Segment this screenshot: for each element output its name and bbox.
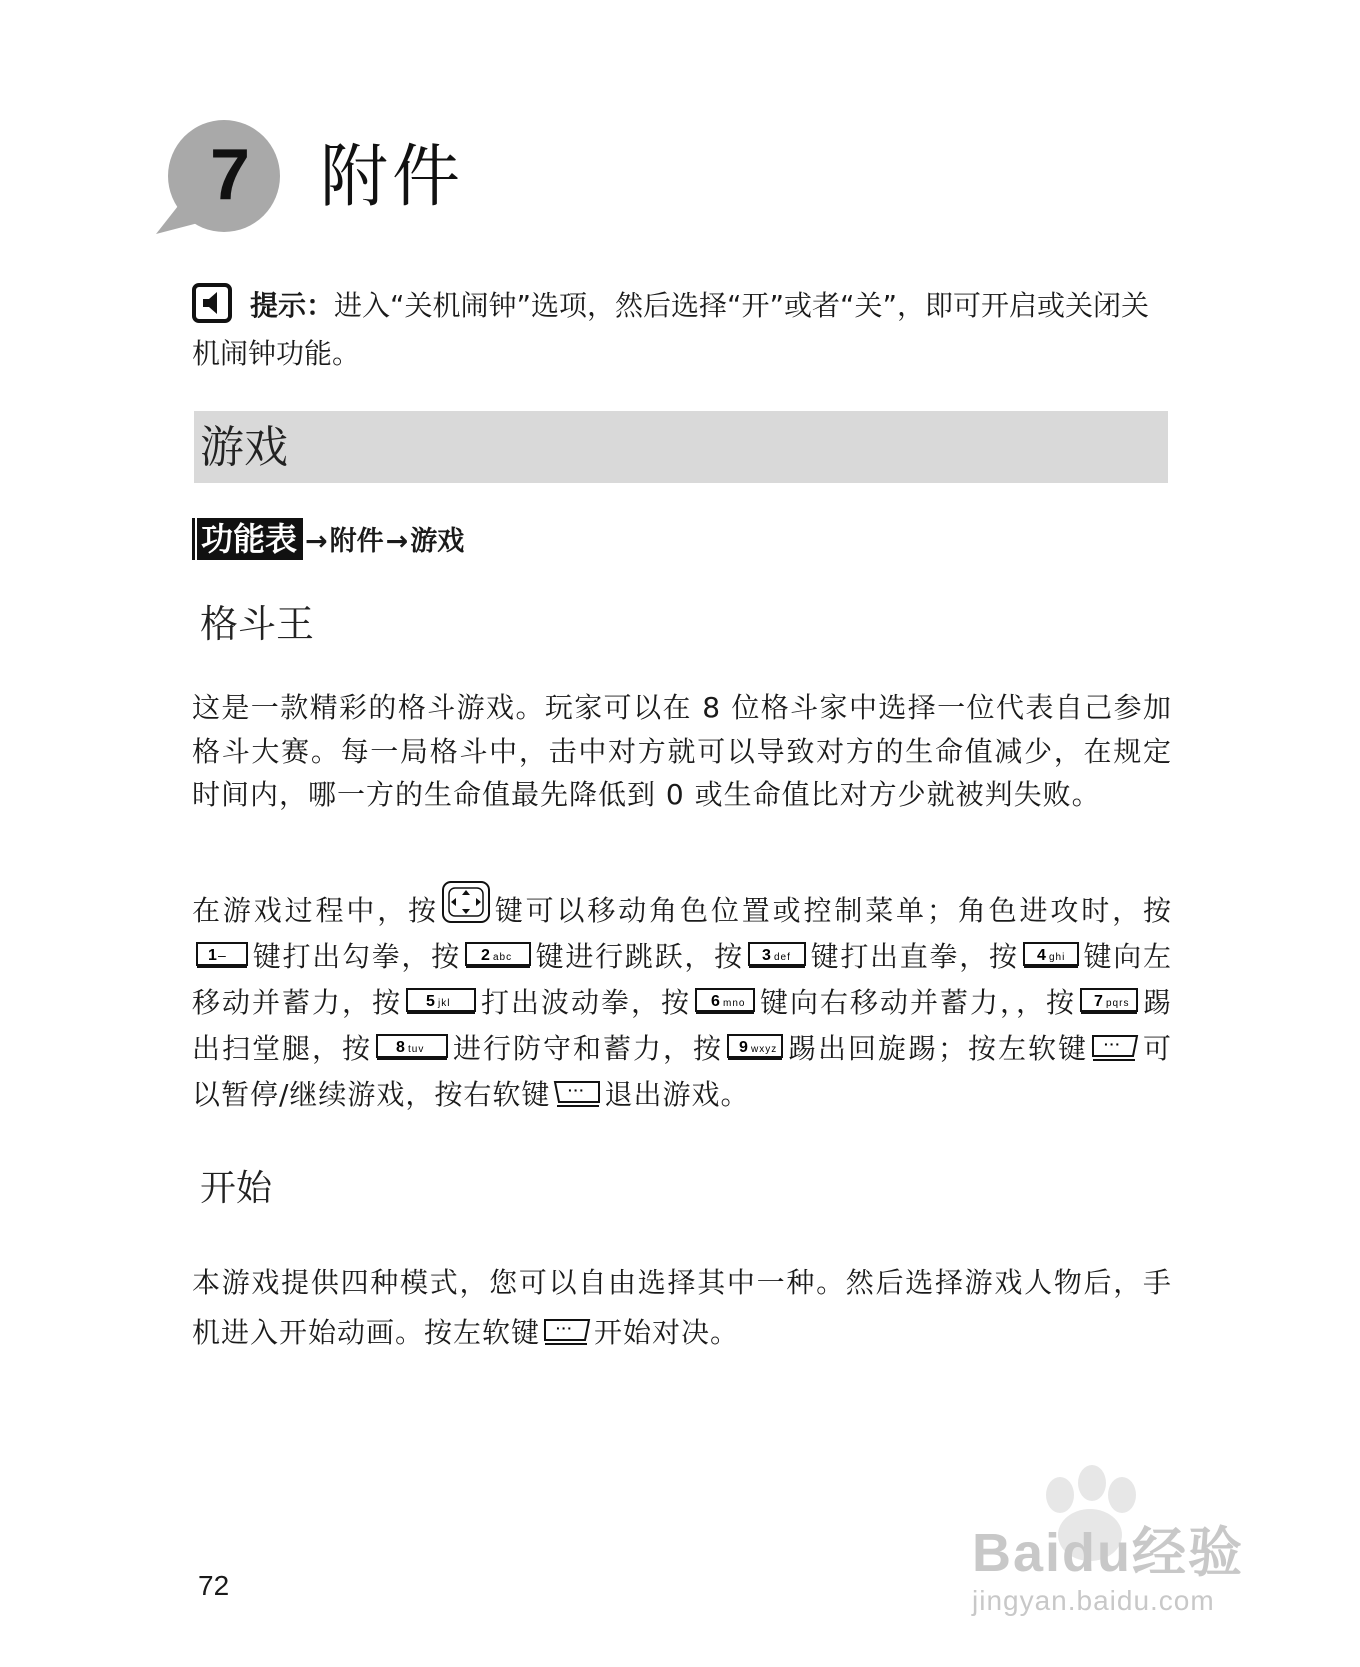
controls-text: 键可以移动角色位置或控制菜单；角色进攻时，按 [492, 894, 1172, 927]
key-3-icon [746, 940, 808, 970]
key-glyph: wxyz [750, 1044, 778, 1055]
start-text [192, 1258, 1172, 1358]
start-text-part: 本游戏提供四种模式，您可以自由选择其中一种。然后选择游戏人物后，手机进入开始动画。按左软键 [192, 1266, 1172, 1349]
key-5-icon [404, 986, 478, 1016]
tip-label: 提示： [250, 289, 335, 322]
path-item-accessories: 附件 [329, 526, 384, 557]
key-glyph: ··· [1103, 1036, 1121, 1052]
tip [192, 282, 1172, 378]
game-title: 格斗王 [200, 602, 315, 646]
controls-text: 打出波动拳，按 [480, 986, 691, 1019]
speaker-icon [192, 283, 232, 323]
watermark-brand: Baidu经验 [972, 1523, 1245, 1583]
key-2-icon [463, 940, 533, 970]
watermark-url: jingyan.baidu.com [972, 1585, 1215, 1616]
key-glyph: ··· [556, 1320, 574, 1336]
key-glyph: ··· [568, 1082, 586, 1098]
key-label: 4 [1036, 947, 1047, 964]
key-glyph: tuv [408, 1044, 425, 1055]
tip-text: 进入“关机闹钟”选项，然后选择“开”或者“关”，即可开启或关闭关机闹钟功能。 [192, 289, 1150, 370]
key-glyph: pqrs [1105, 998, 1130, 1009]
chapter-title: 附件 [320, 138, 465, 217]
key-7-icon [1078, 986, 1140, 1016]
path-arrow: → [305, 526, 328, 557]
section-title: 游戏 [200, 422, 288, 473]
key-label: 1 [208, 947, 218, 964]
controls-text: 键打出直拳，按 [809, 940, 1019, 973]
key-glyph: mno [722, 998, 746, 1009]
key-glyph: ghi [1048, 952, 1066, 963]
left-softkey-icon [1090, 1032, 1140, 1062]
start-text-part: 开始对决。 [594, 1316, 740, 1349]
start-title: 开始 [200, 1168, 273, 1209]
game-intro: 这是一款精彩的格斗游戏。玩家可以在 8 位格斗家中选择一位代表自己参加格斗大赛。每一局格斗中，击中对方就可以导致对方的生命值减少，在规定时间内，哪一方的生命值最先降低到 0 或生命值比对方少就被判失败。 [192, 691, 1172, 811]
controls-text: 在游戏过程中，按 [192, 894, 439, 927]
key-6-icon [693, 986, 757, 1016]
path-arrow: → [385, 526, 409, 557]
left-softkey-icon [542, 1316, 592, 1346]
game-controls [192, 888, 1172, 1118]
menu-label: 功能表 [192, 518, 303, 560]
nav-key-icon [441, 894, 491, 924]
key-label: 5 [426, 993, 436, 1010]
key-glyph: def [773, 952, 791, 963]
key-label: 2 [480, 947, 491, 964]
key-label: 6 [710, 993, 721, 1010]
key-glyph: jkl [438, 998, 451, 1009]
key-label: 3 [761, 947, 772, 964]
controls-text: 踢出回旋踢；按左软键 [786, 1032, 1088, 1065]
controls-text: 键向右移动并蓄力，，按 [758, 986, 1076, 1019]
controls-text: 键打出勾拳，按 [252, 940, 461, 973]
key-glyph: abc [492, 952, 513, 963]
right-softkey-icon [552, 1078, 602, 1108]
controls-text: 可以暂停/继续游戏，按右软键 [192, 1032, 1172, 1111]
controls-text: 进行防守和蓄力，按 [452, 1032, 723, 1065]
path-item-games: 游戏 [410, 526, 465, 557]
page-number: 72 [198, 1570, 230, 1601]
key-8-icon [374, 1032, 450, 1062]
chapter-number: 7 [209, 135, 251, 215]
controls-text: 键进行跳跃，按 [534, 940, 744, 973]
controls-text: 踢出扫堂腿，按 [192, 986, 1172, 1065]
key-label: 7 [1093, 993, 1104, 1010]
section-bar [194, 411, 1168, 483]
key-label: 9 [738, 1039, 749, 1056]
controls-text: 键向左移动并蓄力，按 [192, 940, 1172, 1019]
key-label: 8 [396, 1039, 406, 1056]
menu-path [192, 518, 464, 564]
key-1-icon [194, 940, 250, 970]
controls-text: 退出游戏。 [604, 1078, 750, 1111]
key-9-icon [725, 1032, 785, 1062]
key-4-icon [1021, 940, 1081, 970]
key-glyph: – [218, 947, 227, 963]
